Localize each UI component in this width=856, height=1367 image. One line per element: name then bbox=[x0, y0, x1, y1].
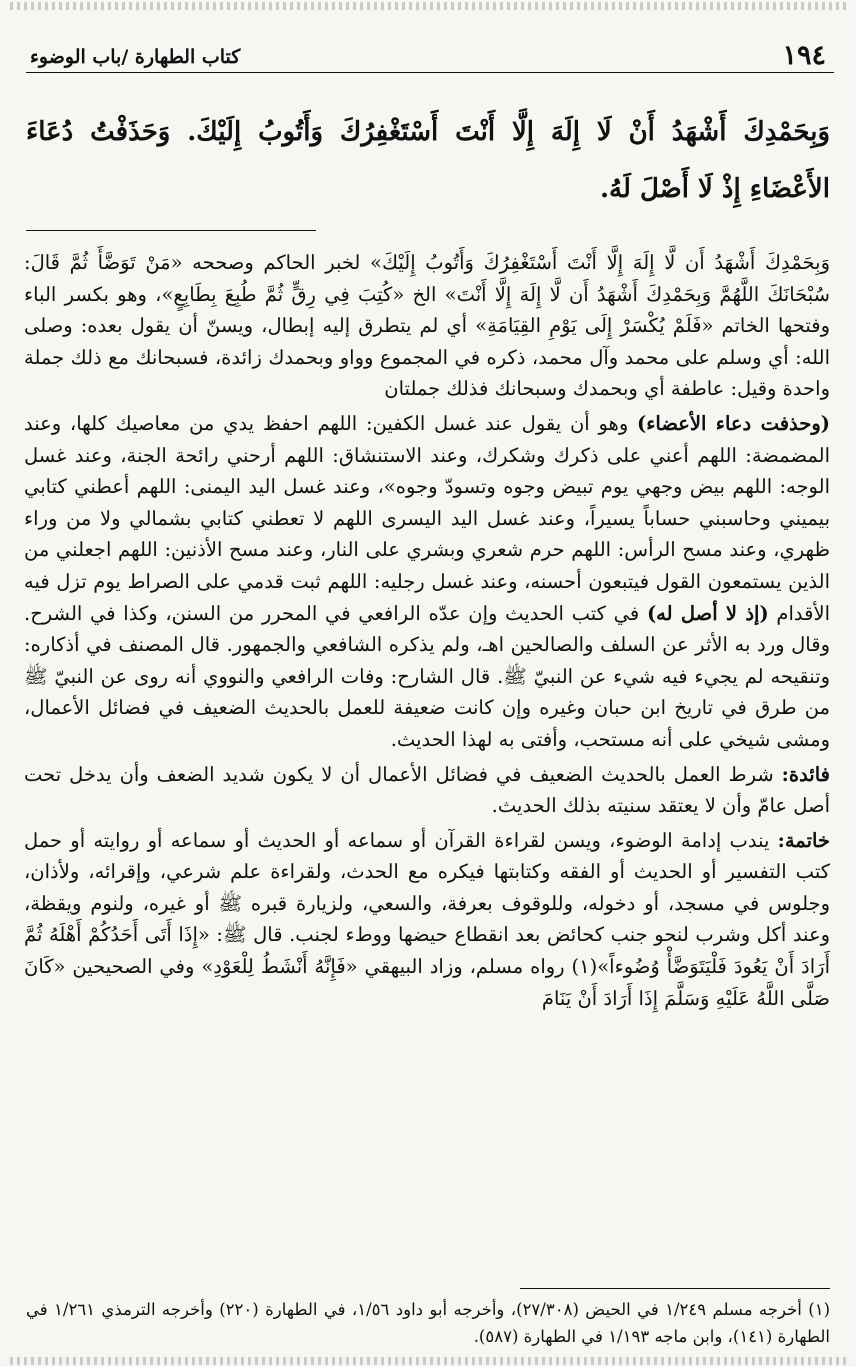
matn-separator bbox=[26, 230, 316, 231]
conclusion-label: خاتمة: bbox=[777, 828, 830, 852]
matn-text: وَبِحَمْدِكَ أَشْهَدُ أَنْ لَا إِلَهَ إِلَّا أَنْتَ أَسْتَغْفِرُكَ وَأَتُوبُ إِلَيْكَ. وَحَذَفْتُ دُعَاءَ الأَعْضَاءِ إِذْ لَا أَصْلَ لَهُ. bbox=[26, 117, 831, 204]
benefit-paragraph bbox=[24, 759, 830, 822]
quoted-matn-label: (وحذفت دعاء الأعضاء) bbox=[637, 411, 830, 435]
page-number: ١٩٤ bbox=[782, 40, 826, 71]
commentary-text: في كتب الحديث وإن عدّه الرافعي في المحرر من السنن، وكذا في الشرح. وقال ورد به الأثر عن السلف والصالحين اهـ، ولم يذكره الشافعي والجمهور. قال المصنف في أذكاره: وتنقيحه لم يجيء فيه شيء عن النبيّ ﷺ. قال الشارح: وفات الرافعي والنووي أنه روى عن النبيّ ﷺ من طرق في تاريخ ابن حبان وغيره وإن كانت ضعيفة للعمل بالحديث الضعيف في فضائل الأعمال، ومشى شيخي على أنه مستحب، وأفتى به لهذا الحديث. bbox=[24, 601, 830, 751]
footnote-1: (١) أخرجه مسلم ١/٢٤٩ في الحيض (٢٧/٣٠٨)، وأخرجه أبو داود ١/٥٦، في الطهارة (٢٢٠) وأخرجه الترمذي ١/٢٦١ في الطهارة (١٤١)، وابن ماجه ١/١٩٣ في الطهارة (٥٨٧). bbox=[26, 1300, 831, 1346]
running-title: كتاب الطهارة /باب الوضوء bbox=[30, 46, 241, 68]
benefit-label: فائدة: bbox=[781, 762, 830, 786]
commentary-paragraph bbox=[24, 408, 830, 756]
commentary bbox=[24, 247, 830, 1014]
footnote-separator bbox=[520, 1288, 830, 1289]
commentary-text: وهو أن يقول عند غسل الكفين: اللهم احفظ يدي من معاصيك كلها، وعند المضمضة: اللهم أعني على ذكرك وشكرك، وعند الاستنشاق: اللهم أرحني رائحة الجنة، وعند غسل الوجه: اللهم بيض وجهي يوم تبيض وجوه وتسودّ وجوه»، وعند غسل اليد اليمنى: اللهم أعطني كتابي بيميني وحاسبني حساباً يسيراً، وعند غسل اليد اليسرى اللهم لا تعطني كتابي بشمالي ولا من وراء ظهري، وعند مسح الرأس: اللهم حرم شعري وبشري على النار، وعند مسح الأذنين: اللهم اجعلني من الذين يستمعون القول فيتبعون أحسنه، وعند غسل رجليه: اللهم ثبت قدمي على الصراط يوم تزل فيه الأقدام bbox=[24, 411, 830, 625]
conclusion-paragraph bbox=[24, 825, 830, 1015]
benefit-text: شرط العمل بالحديث الضعيف في فضائل الأعمال أن لا يكون شديد الضعف وأن يدخل تحت أصل عامّ وأن لا يعتقد سنيته بذلك الحديث. bbox=[24, 762, 830, 818]
quoted-matn-label: (إذ لا أصل له) bbox=[646, 601, 769, 625]
footnotes bbox=[26, 1296, 830, 1350]
page-header bbox=[26, 38, 834, 73]
commentary-paragraph: وَبِحَمْدِكَ أَشْهَدُ أَن لَّا إِلَهَ إِلَّا أَنْتَ أَسْتَغْفِرُكَ وَأَتُوبُ إِلَيْكَ» لخبر الحاكم وصححه «مَنْ تَوَضَّأَ ثُمَّ قَالَ: سُبْحَانَكَ اللَّهُمَّ وَبِحَمْدِكَ أَشْهَدُ أَن لَّا إِلَهَ إِلَّا أَنْتَ» الخ «كُتِبَ فِي رِقٍّ ثُمَّ طُبِعَ بِطَابِعٍ»، وهو بكسر الباء وفتحها الخاتم «فَلَمْ يُكْسَرْ إِلَى يَوْمِ القِيَامَةِ» أي لم يتطرق إليه إبطال، ويسنّ أن يقول بعده: وصلى الله: أي وسلم على محمد وآل محمد، ذكره في المجموع وواو وبحمدك زائدة، فسبحانك مع ذلك جملة واحدة وقيل: عاطفة أي وبحمدك وسبحانك فذلك جملتان bbox=[24, 251, 830, 401]
bottom-ornament-border bbox=[10, 1357, 846, 1365]
conclusion-text: يندب إدامة الوضوء، ويسن لقراءة القرآن أو سماعه أو الحديث أو سماعه أو روايته أو حمل كتب التفسير أو الحديث أو الفقه وكتابتها فيكره مع الحدث، ولقراءة علم شرعي، وإقرائه، ولأذان، وجلوس في مسجد، أو دخوله، وللوقوف بعرفة، والسعي، ولزيارة قبره ﷺ أو غيره، ولنوم ويقظة، وعند أكل وشرب لنحو جنب كحائض بعد انقطاع حيضها ووطء لجنب. قال ﷺ: «إِذَا أَتَى أَحَدُكُمْ أَهْلَهُ ثُمَّ أَرَادَ أَنْ يَعُودَ فَلْيَتَوَضَّأْ وُضُوءاً»(١) رواه مسلم، وزاد البيهقي «فَإِنَّهُ أَنْشَطُ لِلْعَوْدِ» وفي الصحيحين «كَانَ صَلَّى اللَّهُ عَلَيْهِ وَسَلَّمَ إِذَا أَرَادَ أَنْ يَنَامَ bbox=[24, 828, 830, 1010]
